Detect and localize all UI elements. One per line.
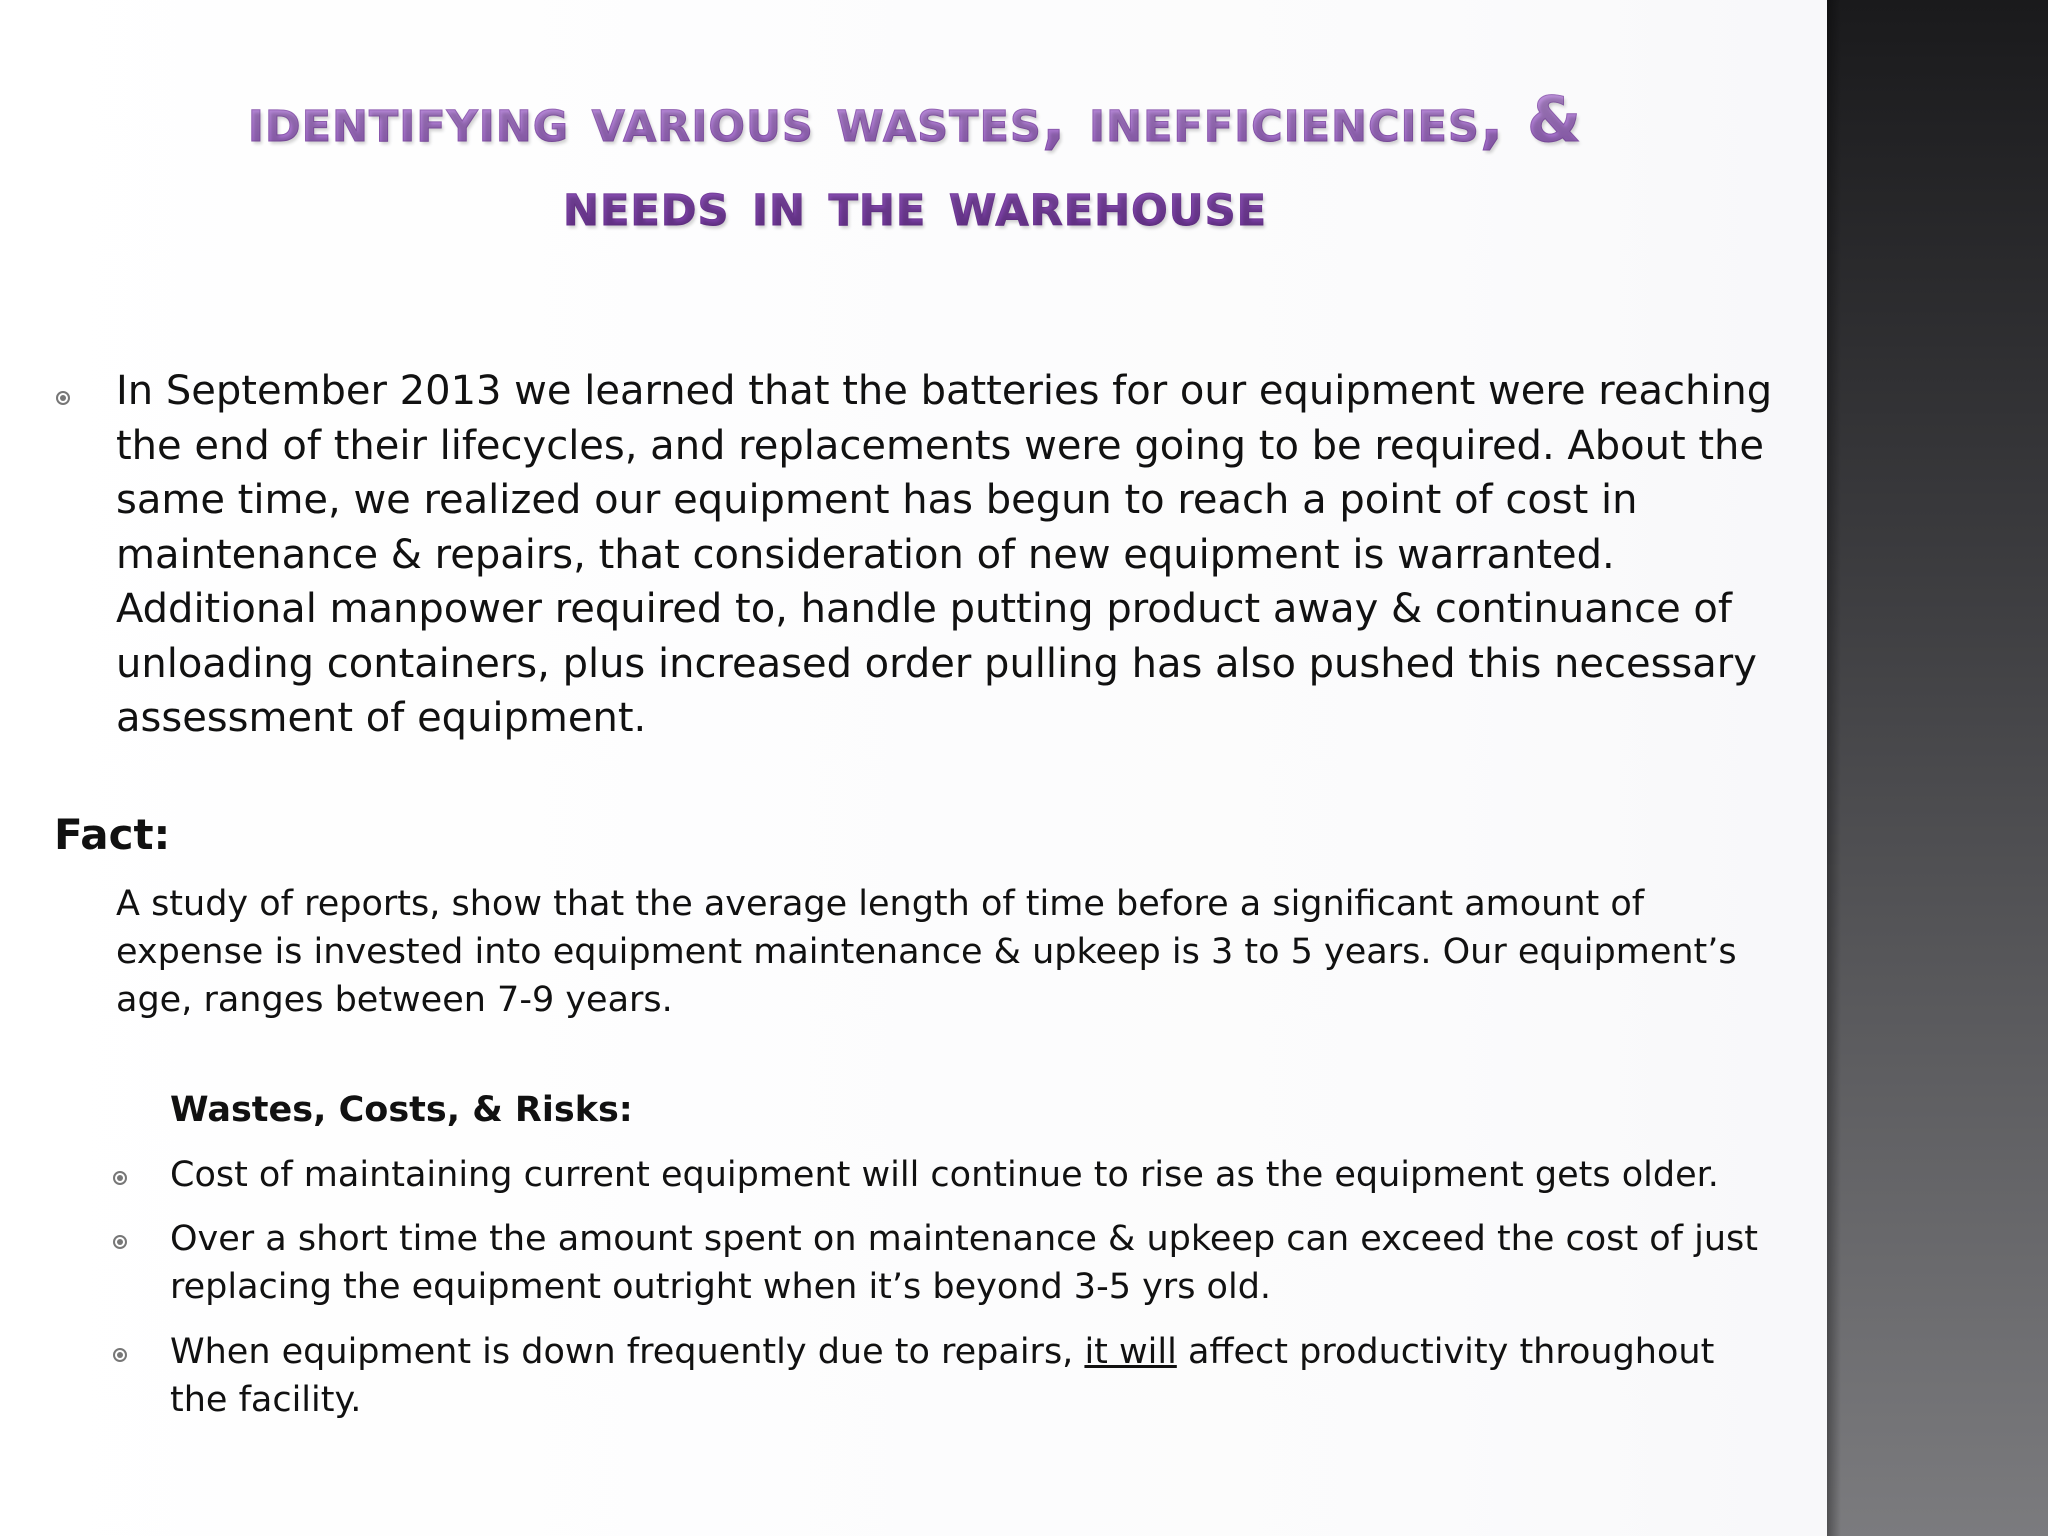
circle-dot-bullet-icon [113,1348,127,1362]
fact-text: A study of reports, show that the average length of time before a significant amount of expense is invested into equipment maintenance & upkeep is 3 to 5 years. Our equipment’s age, ranges between 7-9 years. [116,884,1737,1020]
slide-title [80,78,1750,246]
fact-label: Fact: [54,810,171,859]
circle-dot-bullet-icon [113,1235,127,1249]
title-line-1: identifying various wastes, inefficiencies, & [247,83,1583,156]
risk-item-3-end: affect productivity throughout the facility. [170,1332,1715,1420]
main-bullet-text: In September 2013 we learned that the batteries for our equipment were reaching the end of their lifecycles, and replacements were going to be required. About the same time, we realized our equipment has begun to reach a point of cost in maintenance & repairs, that consideration of new equipment is warranted. Additional manpower required to, handle putting product away & continuance of unloading containers, plus increased order pulling has also pushed this necessary assessment of equipment. [116,368,1773,741]
title-line-2: needs in the warehouse [563,167,1267,240]
risk-item-3 [170,1328,1780,1424]
risk-item-1: Cost of maintaining current equipment will continue to rise as the equipment gets older. [170,1155,1719,1195]
circle-dot-bullet-icon [56,391,70,405]
risks-heading: Wastes, Costs, & Risks: [170,1090,633,1130]
risk-item-3-underlined: it will [1084,1332,1177,1372]
circle-dot-bullet-icon [113,1171,127,1185]
risk-item-2: Over a short time the amount spent on maintenance & upkeep can exceed the cost of just replacing the equipment outright when it’s beyond 3-5 yrs old. [170,1219,1758,1307]
risk-item-3-start: When equipment is down frequently due to repairs, [170,1332,1085,1372]
decorative-side-bar [1827,0,2048,1536]
